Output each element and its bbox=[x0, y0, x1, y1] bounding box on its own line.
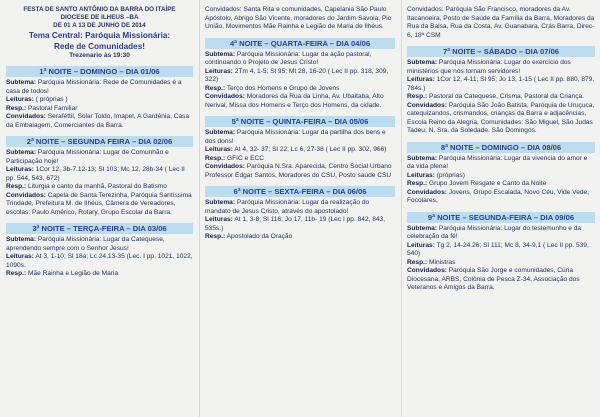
night-section bbox=[407, 211, 595, 293]
night-convidados: Convidados: Capela de Santa Terezinha, Paróquia Santíssima Trindade, Prefeitura M. de Ilhéus, Câmera de Vereadores, escolas: Paulo Américo, Rotary, Grupo Escolar da Barra. bbox=[6, 191, 192, 216]
night-title: 2ª NOITE – SEGUNDA FEIRA – DIA 02/06 bbox=[6, 135, 193, 147]
continued-convidados: Convidados: Paróquia São Francisco, moradores da Av. Itacanoeira, Posto de Saúde da Família da Barra, Moradores da Rua da Balsa, Rua da Costa, Av. Guanabara, Crás Barra, Direc-6, 18ª CSM bbox=[407, 6, 595, 39]
night-subtema: Subtema: Paróquia Missionária: Lugar da Catequese, aprendendo sempre com o Senhor Jesus! bbox=[6, 236, 165, 252]
night-section bbox=[6, 135, 193, 217]
night-title: 8ª NOITE – DOMINGO – DIA 08/06 bbox=[407, 141, 595, 153]
column-3 bbox=[402, 0, 600, 417]
night-subtema: Subtema: Paróquia Missionária: Lugar da realização do mandato de Jesus Cristo, através do apostolado! bbox=[205, 199, 370, 215]
night-leituras: Leituras: ( próprias ) bbox=[6, 96, 68, 103]
night-title: 9ª NOITE – SEGUNDA-FEIRA – DIA 09/06 bbox=[407, 211, 595, 223]
theme-subtitle: Rede de Comunidades! bbox=[54, 41, 145, 51]
column-1 bbox=[0, 0, 198, 417]
header-line: DIOCESE DE ILHEUS –BA bbox=[60, 14, 139, 21]
night-title: 1ª NOITE – DOMINGO – DIA 01/06 bbox=[6, 65, 193, 77]
night-resp: Resp.: Pastoral Familiar bbox=[6, 104, 78, 112]
night-title: 4ª NOITE – QUARTA-FEIRA – DIA 04/06 bbox=[205, 37, 395, 49]
night-title: 7ª NOITE – SÁBADO – DIA 07/06 bbox=[407, 45, 595, 57]
header-line: DE 01 A 13 DE JUNHO DE 2014 bbox=[53, 22, 146, 29]
night-subtema: Subtema: Paróquia Missionária: Rede de Comunidades é a casa de todos! bbox=[6, 79, 182, 95]
continued-convidados: Convidados: Santa Rita e comunidades, Capelania São Paulo Apóstolo, Abrigo São Vicente, moradores do Jardim Savoia, Pio União, Movimentos Mãe Rainha e Legião de Maria de Ilhéus. bbox=[205, 6, 392, 30]
theme-title: Tema Central: Paróquia Missionária: bbox=[28, 31, 171, 40]
night-subtema: Subtema: Paróquia Missionária: Lugar de Comunhão e Participação hoje! bbox=[6, 149, 169, 165]
night-convidados: Convidados: Moradores da Rua da Linha, Av. Ubaitaba, Alto Nerival, Missa dos Homens e Terço dos Homens, da cidade. bbox=[205, 93, 384, 109]
night-leituras: Leituras: At 1, 3-8; Sl 116; Jo 17, 11b- 19 (Lec I pp. 842, 843, 535s.) bbox=[205, 216, 386, 232]
night-subtema: Subtema: Paróquia Missionária: Lugar da vivencia do amor e da vida plena! bbox=[407, 154, 588, 170]
night-leituras: Leituras: 2Tm 4, 1-5; Sl 95; Mt 28, 16-20 ( Lec II pp. 318, 309, 322) bbox=[205, 67, 389, 83]
night-convidados: Convidados: Seraféttil, Solar Toldo, Imapel, A Gardênia, Casa da Embalagem, Comerciantes da Barra. bbox=[6, 113, 190, 129]
night-leituras: Leituras: Tg 2, 14-24.26; Sl 111; Mc 8, 34-9,1 ( Lec II pp. 539, 540) bbox=[407, 241, 589, 257]
night-subtema: Subtema: Paróquia Missionária: Lugar da partilha dos bens e dos dons! bbox=[205, 129, 386, 145]
night-section bbox=[6, 222, 193, 279]
leaflet-header bbox=[6, 6, 193, 60]
night-section bbox=[407, 141, 595, 206]
night-resp: Resp.: Apostolado da Oração bbox=[205, 233, 293, 240]
header-line: FESTA DE SANTO ANTÔNIO DA BARRA DO ITAÍPE bbox=[23, 6, 176, 13]
night-section bbox=[6, 65, 193, 130]
night-leituras: Leituras: At 3, 1-10; Sl 18a; Lc 24,13-35 (Lec. I pp. 1021, 1022, 1090s. bbox=[6, 253, 193, 269]
night-section bbox=[205, 115, 395, 180]
night-resp: Resp.: GFIC e ECC bbox=[205, 154, 264, 162]
night-title: 3ª NOITE – TERÇA-FEIRA – DIA 03/06 bbox=[6, 222, 193, 234]
night-section bbox=[205, 185, 395, 242]
night-resp: Resp.: Liturgia e canto da manhã, Pastoral do Batismo bbox=[6, 183, 167, 190]
night-leituras: Leituras: (próprias) bbox=[407, 171, 465, 179]
night-section bbox=[205, 37, 395, 111]
night-convidados: Convidados: Paróquia N.Sra. Aparecida, Centro Social Urbano Professor Edgar Santos, Moradores do CSU, Posto saúde CSU bbox=[205, 163, 392, 179]
night-subtema: Subtema: Paróquia Missionária: Lugar da ação pastoral, continuando o Projeto de Jesus Cristo! bbox=[205, 50, 372, 66]
night-leituras: Leituras: 1Cor 12, 4-11; Sl 95; Jo 13, 1-15 ( Lec II pp. 880, 879, 784s.) bbox=[407, 76, 595, 92]
night-subtema: Subtema: Paróquia Missionária: Lugar do testemunho e da celebração da fé! bbox=[407, 224, 582, 240]
night-resp: Resp.: Grupo Jovem Resgate e Canto da Noite bbox=[407, 180, 547, 187]
night-subtema: Subtema: Paróquia Missionária: Lugar do exercício dos ministérios que nos tornam servidores! bbox=[407, 59, 571, 75]
night-resp: Resp.: Mãe Rainha e Legião de Maria bbox=[6, 270, 119, 277]
night-leituras: Leituras: 1Cor 12, 3b-7.12-13; Sl 103; Mc 12, 28b-34 ( Lec II pp. 544, 543, 672) bbox=[6, 166, 185, 182]
trezenario-time: Trezenario às 19:30 bbox=[69, 52, 130, 59]
night-section bbox=[407, 45, 595, 136]
night-convidados: Convidados: Paróquia São João Batista, Paróquia de Uruçuca, catequizandos, crismandos, crianças da Barra e adjacências, Escola Reino da Alegria, Comunidades: São Miguel, São Judas Tadeu, N. Sra. da Soledade. São Domingos. bbox=[407, 101, 595, 134]
night-convidados: Convidados: Paróquia São Jorge e comunidades, Cúria Diocesana, ARBS, Colônia de Pesca Z-34, Associação dos Veteranos e Amigos da Barra. bbox=[407, 267, 580, 291]
night-convidados: Convidados: Jovens, Grupo Escalada, Novo Céu, Vide Vede, Focolares, bbox=[407, 188, 590, 204]
night-resp: Resp.: Pastoral da Catequese, Crisma, Pastoral da Criança. bbox=[407, 93, 585, 100]
night-leituras: Leituras: At 4, 32- 37; Sl 22; Lc 6, 27-38 ( Lec II pp. 302, 966) bbox=[205, 146, 387, 153]
night-title: 5ª NOITE – QUINTA-FEIRA – DIA 05/06 bbox=[205, 115, 395, 127]
night-resp: Resp.: Terço dos Homens e Grupo de Jovens bbox=[205, 84, 340, 92]
column-2 bbox=[200, 0, 400, 417]
night-title: 6ª NOITE – SEXTA-FEIRA – DIA 06/06 bbox=[205, 185, 395, 197]
night-resp: Resp.: Ministras bbox=[407, 258, 456, 266]
